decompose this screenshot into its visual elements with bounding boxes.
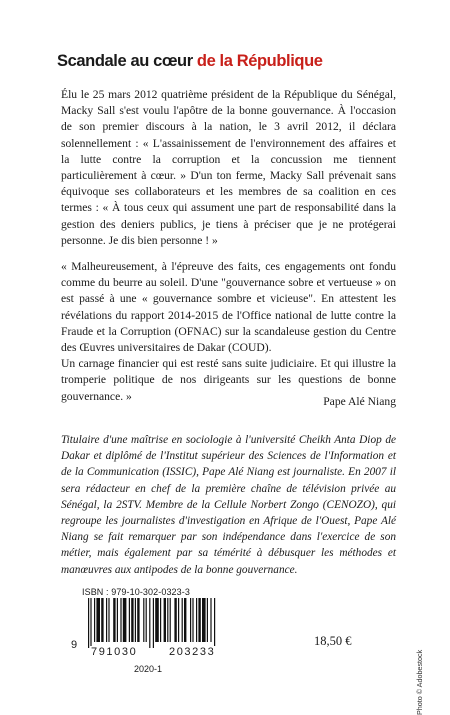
isbn-label: ISBN : 979-10-302-0323-3 [82, 587, 190, 597]
summary-paragraph-2 [61, 259, 396, 405]
title-part-black: Scandale au cœur [57, 52, 197, 70]
barcode-digits-right: 203233 [169, 646, 216, 658]
barcode-first-digit: 9 [71, 639, 78, 651]
back-cover-title [57, 52, 323, 71]
edition-code: 2020-1 [134, 664, 163, 674]
price-label: 18,50 € [314, 634, 352, 648]
summary-paragraph-1 [61, 87, 396, 249]
barcode-image [82, 598, 252, 648]
title-part-red: de la République [196, 52, 323, 70]
author-biography: Titulaire d'une maîtrise en sociologie à l'université Cheikh Anta Diop de Dakar et diplômé de l'Institut supérieur des Sciences de l'Information et de la Communication (ISSIC), Pape Alé Niang est journaliste. En 2007 il sera rédacteur en chef de la première chaîne de télévision privée au Sénégal, la 2STV. Membre de la Cellule Norbert Zongo (CENOZO), qui regroupe les journalistes d'investigation en Afrique de l'Ouest, Pape Alé Niang se fait remarquer par son indépendance dans l'exercice de son métier, mais également par sa témérité à débusquer les méthodes et manœuvres aux antipodes de la bonne gouvernance. [61, 434, 396, 576]
summary-text-2a: « Malheureusement, à l'épreuve des faits, ces engagements ont fondu comme du beurre au soleil. D'une "gouvernance sobre et vertueuse » on est passé à une « gouvernance sombre et vicieuse". En attestent les révélations du rapport 2014-2015 de l'Office national de lutte contre la Fraude et la Corruption (OFNAC) sur la scandaleuse gestion du Centre des Œuvres universitaires de Dakar (COUD). [61, 260, 396, 355]
summary-text-1: Élu le 25 mars 2012 quatrième président de la République du Sénégal, Macky Sall s'est voulu l'apôtre de la bonne gouvernance. À l'occasion de son premier discours à la nation, le 3 avril 2012, il déclara solennellement : « L'assainissement de l'environnement des affaires et la lutte contre la corruption et la concussion me tiennent particulièrement à cœur. » D'un ton ferme, Macky Sall prévenait sans équivoque ses collaborateurs et les membres de sa coalition en ces termes : « À tous ceux qui assument une part de responsabilité dans la gestion des deniers publics, je tiens à préciser que je ne protégerai personne. Je dis bien personne ! » [61, 88, 396, 247]
quote-author: Pape Alé Niang [323, 395, 396, 408]
barcode-digits-left: 791030 [91, 646, 138, 658]
photo-credit: Photo © Adobestock [415, 649, 424, 715]
summary-text-2b: Un carnage financier qui est resté sans suite judiciaire. Et qui illustre la tromperie politique de nos dirigeants sur les questions de bonne gouvernance. » [61, 357, 396, 403]
